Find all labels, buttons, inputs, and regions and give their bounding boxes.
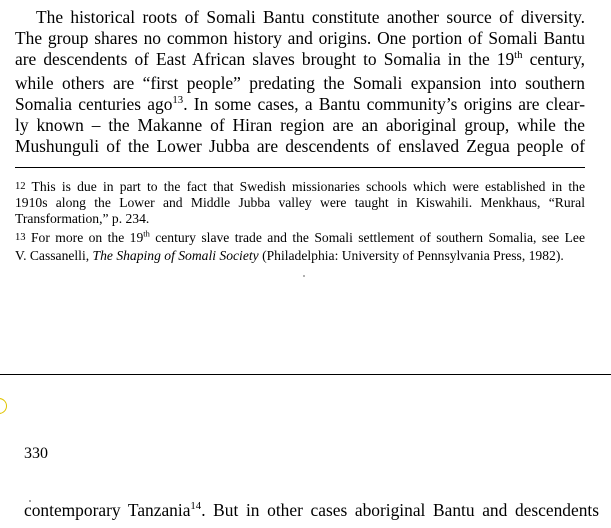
body-text: contemporary Tanzania	[24, 500, 191, 520]
body-text: ly known – the Makanne of Hiran region are an aboriginal group, while the	[15, 115, 585, 135]
body-line-6	[15, 115, 585, 136]
footnote-text: (Philadelphia: University of Pennsylvania Press, 1982).	[258, 248, 564, 263]
footnote-12-line-1	[15, 179, 585, 195]
superscript: th	[514, 49, 523, 62]
body-text: Mushunguli of the Lower Jubba are descendents of enslaved Zegua people of	[15, 136, 585, 156]
footnote-13-line-1	[15, 230, 585, 246]
body-text: while others are “first people” predating the Somali expansion into southern	[15, 73, 585, 93]
next-page-line-1	[24, 500, 599, 521]
page-number: 330	[24, 445, 48, 462]
scan-speck	[303, 275, 305, 277]
footnote-12-line-2	[15, 195, 585, 211]
footnote-text: Transformation,” p. 234.	[15, 211, 150, 226]
footnote-number: 13	[15, 232, 26, 243]
footnote-ref[interactable]: 13	[172, 94, 184, 107]
book-title: The Shaping of Somali Society	[92, 248, 259, 263]
footnote-text: 1910s along the Lower and Middle Jubba valley were taught in Kiswahili. Menkhaus, “Rural	[15, 195, 585, 210]
body-text: Somalia centuries ago	[15, 94, 173, 114]
body-text: . But in other cases aboriginal Bantu and descendents	[201, 500, 599, 520]
superscript: th	[143, 228, 150, 239]
body-line-4	[15, 73, 585, 94]
footnote-13-line-2	[15, 248, 585, 264]
body-text: are descendents of East African slaves brought to Somalia in the 19	[15, 49, 515, 69]
footnote-text: century slave trade and the Somali settlement of southern Somalia, see Lee	[149, 230, 585, 245]
footnote-text: This is due in part to the fact that Swedish missionaries schools which were established in the	[25, 179, 585, 194]
footnote-ref[interactable]: 14	[190, 500, 202, 513]
body-line-7	[15, 136, 585, 157]
body-text: The group shares no common history and origins. One portion of Somali Bantu	[15, 28, 585, 48]
footnote-text: For more on the 19	[25, 230, 144, 245]
cursor-ring-icon	[0, 398, 7, 414]
footnote-number: 12	[15, 181, 26, 192]
body-line-2	[15, 28, 585, 49]
body-text: century,	[522, 49, 586, 69]
body-line-1	[36, 7, 585, 28]
page-divider	[0, 374, 611, 375]
footnote-rule	[15, 167, 585, 168]
body-text: The historical roots of Somali Bantu constitute another source of diversity.	[36, 7, 585, 27]
footnote-12-line-3	[15, 211, 585, 227]
footnote-text: V. Cassanelli,	[15, 248, 93, 263]
body-text: . In some cases, a Bantu community’s origins are clear-	[183, 94, 586, 114]
body-line-5	[15, 94, 585, 115]
body-line-3	[15, 49, 585, 70]
